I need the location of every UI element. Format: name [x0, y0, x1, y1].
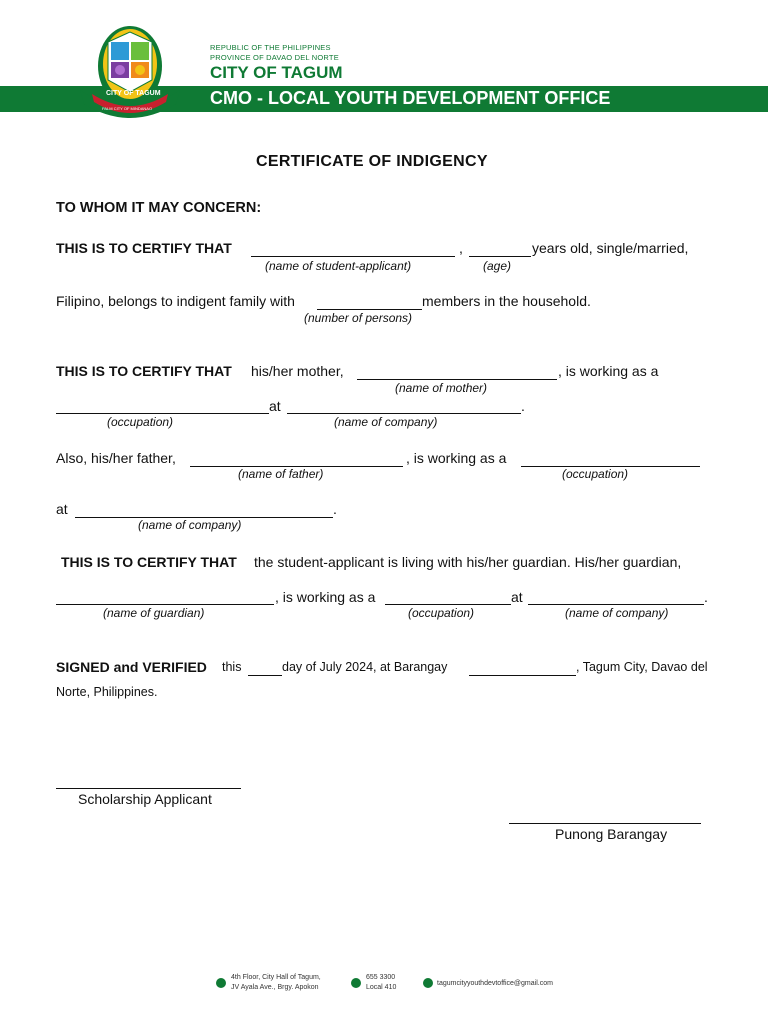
p6-working: , is working as a [275, 589, 376, 605]
student-name-line[interactable] [251, 256, 455, 257]
caption-occupation-2: (occupation) [562, 467, 629, 481]
p7-tail: , Tagum City, Davao del [576, 660, 708, 674]
footer-phone-2: Local 410 [366, 984, 397, 991]
caption-occupation-1: (occupation) [107, 415, 174, 429]
document-title: CERTIFICATE OF INDIGENCY [256, 153, 488, 170]
signature-applicant-label: Scholarship Applicant [78, 791, 212, 807]
p6-end: . [704, 589, 708, 605]
mother-occupation-line[interactable] [56, 413, 269, 414]
location-icon [216, 978, 226, 988]
city-seal [78, 20, 182, 120]
p7-line2: Norte, Philippines. [56, 685, 158, 699]
guardian-name-line[interactable] [56, 604, 274, 605]
p4-end: . [333, 501, 337, 517]
p3-text: his/her mother, [251, 363, 344, 379]
phone-icon [351, 978, 361, 988]
p2-text: Filipino, belongs to indigent family with [56, 293, 295, 309]
p2-tail: members in the household. [422, 293, 591, 309]
caption-guardian: (name of guardian) [103, 606, 205, 620]
mother-name-line[interactable] [357, 379, 557, 380]
caption-age: (age) [483, 259, 512, 273]
age-line[interactable] [469, 256, 531, 257]
p1-lead: THIS IS TO CERTIFY THAT [56, 240, 232, 256]
p3-end: . [521, 398, 525, 414]
p7-this: this [222, 660, 242, 674]
guardian-company-line[interactable] [528, 604, 704, 605]
footer-phone-1: 655 3300 [366, 974, 396, 981]
p4-text: Also, his/her father, [56, 450, 176, 466]
p7-mid: day of July 2024, at Barangay [282, 660, 448, 674]
caption-mother: (name of mother) [395, 381, 488, 395]
p4-at: at [56, 501, 68, 517]
caption-company-2: (name of company) [138, 518, 242, 532]
p3-lead: THIS IS TO CERTIFY THAT [56, 363, 232, 379]
barangay-line[interactable] [469, 675, 576, 676]
caption-persons: (number of persons) [304, 311, 413, 325]
p7-lead: SIGNED and VERIFIED [56, 659, 207, 675]
persons-line[interactable] [317, 309, 422, 310]
salutation: TO WHOM IT MAY CONCERN: [56, 200, 262, 216]
p3-tail: , is working as a [558, 363, 659, 379]
header-office: CMO - LOCAL YOUTH DEVELOPMENT OFFICE [210, 88, 611, 108]
p6-at: at [511, 589, 523, 605]
p3-at: at [269, 398, 281, 414]
p5-text: the student-applicant is living with his/her guardian. His/her guardian, [254, 554, 682, 570]
email-icon [423, 978, 433, 988]
p5-lead: THIS IS TO CERTIFY THAT [61, 554, 237, 570]
p4-tail: , is working as a [406, 450, 507, 466]
barangay-signature-line[interactable] [509, 823, 701, 824]
signature-barangay-label: Punong Barangay [555, 826, 668, 842]
caption-company-3: (name of company) [565, 606, 669, 620]
seal-text: CITY OF TAGUM [106, 90, 161, 97]
p1-comma: , [459, 240, 463, 256]
caption-occupation-3: (occupation) [408, 606, 475, 620]
header-city: CITY OF TAGUM [210, 63, 343, 82]
caption-father: (name of father) [238, 467, 324, 481]
caption-company-1: (name of company) [334, 415, 438, 429]
seal-motto: PALM CITY OF MINDANAO [102, 106, 153, 111]
header-province: PROVINCE OF DAVAO DEL NORTE [210, 53, 339, 62]
day-line[interactable] [248, 675, 282, 676]
footer-address-2: JV Ayala Ave., Brgy. Apokon [231, 984, 319, 991]
mother-company-line[interactable] [287, 413, 521, 414]
applicant-signature-line[interactable] [56, 788, 241, 789]
header-country: REPUBLIC OF THE PHILIPPINES [210, 43, 331, 52]
footer-address-1: 4th Floor, City Hall of Tagum, [231, 974, 321, 981]
p1-tail: years old, single/married, [532, 240, 689, 256]
guardian-occupation-line[interactable] [385, 604, 511, 605]
footer-email[interactable]: tagumcityyouthdevtoffice@gmail.com [437, 980, 553, 987]
caption-student: (name of student-applicant) [265, 259, 412, 273]
